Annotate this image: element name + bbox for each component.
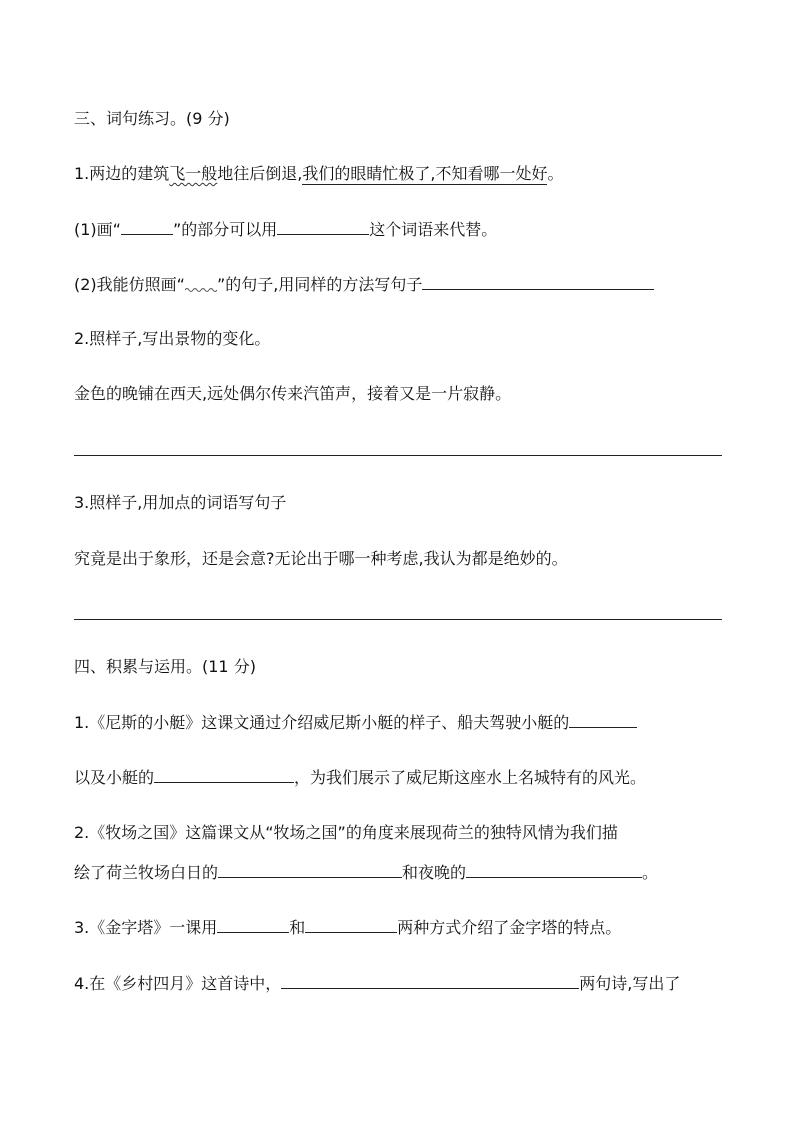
s4-q4-blank[interactable] <box>281 972 579 989</box>
s4-q3-mid: 和 <box>289 918 306 937</box>
question-3-example: 究竟是出于象形，还是会意?无论出于哪一种考虑,我认为都是绝妙的。 <box>74 549 568 568</box>
q1-2-mid: ”的句子,用同样的方法写句子 <box>216 275 423 294</box>
s4-q1-blank-2[interactable] <box>154 766 294 783</box>
q1-2-wavy-marker <box>185 274 217 290</box>
question-1-1 <box>74 218 724 241</box>
s4-q3-blank-2[interactable] <box>305 916 397 933</box>
s4-q1-blank-1[interactable] <box>569 711 637 728</box>
q1-1-prefix: (1)画“ <box>74 220 121 239</box>
s4-q2-blank-2[interactable] <box>466 861 642 878</box>
s4-q2-line2-prefix: 绘了荷兰牧场白日的 <box>74 863 219 882</box>
q1-1-answer-blank[interactable] <box>277 218 369 235</box>
s4-q2-line2-suffix: 。 <box>642 863 659 882</box>
q1-1-mid: ”的部分可以用 <box>172 220 278 239</box>
question-3-answer-line[interactable] <box>74 619 722 620</box>
q1-1-suffix: 这个词语来代替。 <box>369 220 498 239</box>
s4-question-3 <box>74 916 724 939</box>
s4-q1-line2-prefix: 以及小艇的 <box>74 768 155 787</box>
s4-question-2-line-1: 2.《牧场之国》这篇课文从“牧场之国”的角度来展现荷兰的独特风情为我们描 <box>74 823 618 842</box>
section-4-title: 四、积累与运用。(11 分) <box>74 657 256 676</box>
s4-q3-suffix: 两种方式介绍了金字塔的特点。 <box>397 918 622 937</box>
s4-question-2-line-2 <box>74 861 724 884</box>
s4-question-1-line-1 <box>74 711 724 734</box>
s4-q1-line1-text: 1.《尼斯的小艇》这课文通过介绍威尼斯小艇的样子、船夫驾驶小艇的 <box>74 713 570 732</box>
q1-1-marker-blank <box>121 218 173 235</box>
s4-q2-line2-mid: 和夜晚的 <box>402 863 467 882</box>
question-3-title: 3.照样子,用加点的词语写句子 <box>74 493 287 512</box>
q1-2-answer-blank[interactable] <box>422 273 654 290</box>
question-2-answer-line[interactable] <box>74 455 722 456</box>
question-2-title: 2.照样子,写出景物的变化。 <box>74 329 271 348</box>
s4-q3-prefix: 3.《金字塔》一课用 <box>74 918 218 937</box>
s4-q3-blank-1[interactable] <box>217 916 289 933</box>
q1-end: 。 <box>547 164 564 183</box>
s4-q2-blank-1[interactable] <box>218 861 402 878</box>
q1-wavy-underlined: 飞一般 <box>169 164 218 183</box>
s4-q4-prefix: 4.在《乡村四月》这首诗中， <box>74 974 282 993</box>
s4-q4-suffix: 两句诗,写出了 <box>579 974 681 993</box>
question-1-2 <box>74 273 724 296</box>
s4-question-1-line-2 <box>74 766 724 789</box>
s4-q1-line2-suffix: ，为我们展示了威尼斯这座水上名城特有的风光。 <box>294 768 647 787</box>
question-2-example: 金色的晚铺在西天,远处偶尔传来汽笛声，接着又是一片寂静。 <box>74 384 512 403</box>
s4-question-4 <box>74 972 724 995</box>
q1-text-a: 1.两边的建筑 <box>74 164 170 183</box>
q1-straight-underlined: 我们的眼睛忙极了,不知看哪一处好 <box>302 164 548 183</box>
q1-text-b: 地往后倒退, <box>217 164 303 183</box>
question-1-sentence <box>74 163 724 185</box>
section-3-title: 三、词句练习。(9 分) <box>74 109 230 128</box>
q1-2-prefix: (2)我能仿照画“ <box>74 275 185 294</box>
